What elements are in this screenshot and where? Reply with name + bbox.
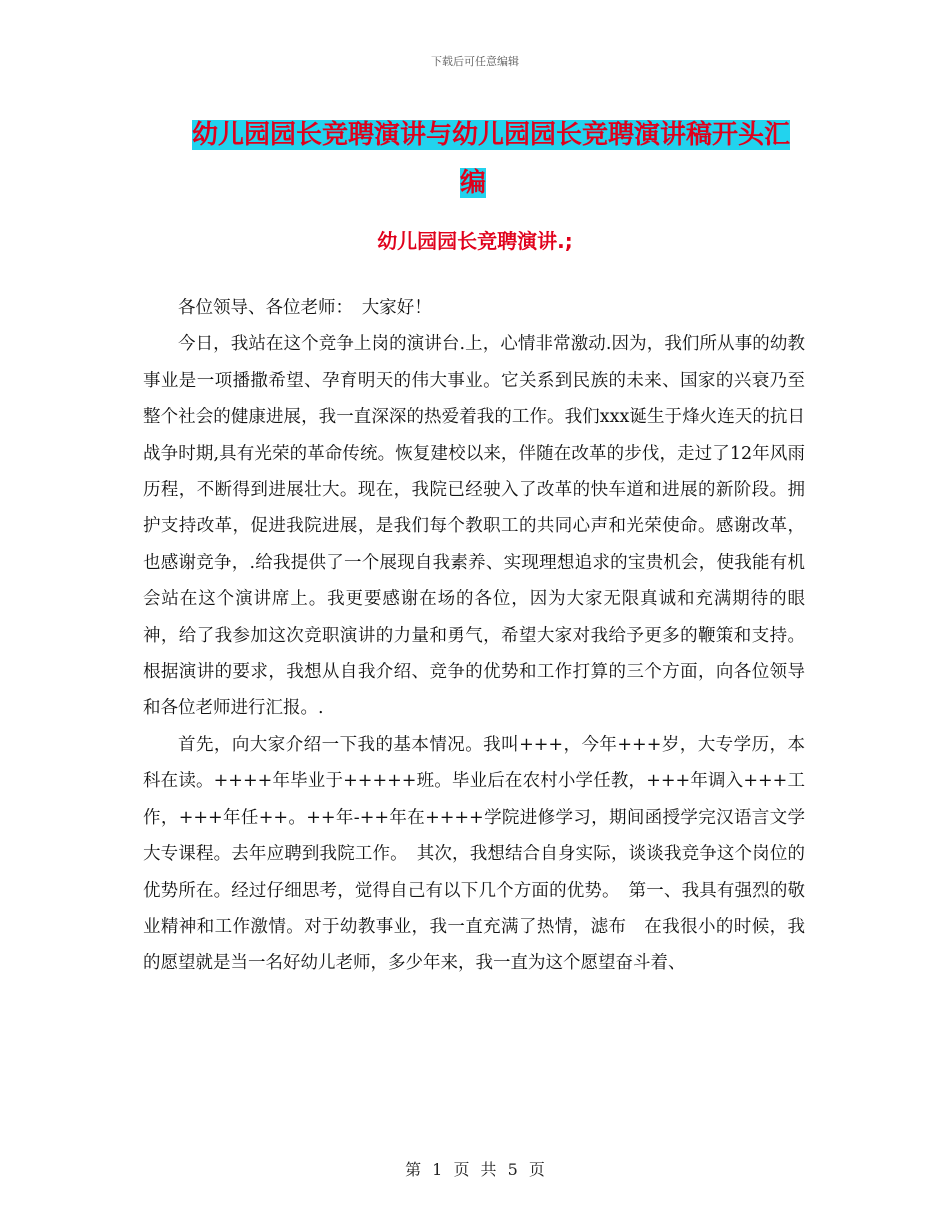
paragraph-self-introduction: 首先，向大家介绍一下我的基本情况。我叫+++，今年+++岁，大专学历，本科在读。++++年毕业于+++++班。毕业后在农村小学任教，+++年调入+++工作，+++年任++。++年-++年在++++学院进修学习，期间函授学完汉语言文学大专课程。去年应聘到我院工作。 其次，我想结合自身实际，谈谈我竞争这个岗位的优势所在。经过仔细思考，觉得自己有以下几个方面的优势。 第一、我具有强烈的敬业精神和工作激情。对于幼教事业，我一直充满了热情，滤布 在我很小的时候，我的愿望就是当一名好幼儿老师，多少年来，我一直为这个愿望奋斗着、 [143,734,805,974]
section-heading: 幼儿园园长竞聘演讲.; [377,229,573,253]
page-header-note: 下载后可任意编辑 [431,55,519,68]
title-line-1: 幼儿园园长竞聘演讲与幼儿园园长竞聘演讲稿开头汇 [192,120,791,150]
paragraph-intro: 今日，我站在这个竞争上岗的演讲台.上，心情非常激动.因为，我们所从事的幼教事业是一项播撒希望、孕育明天的伟大事业。它关系到民族的未来、国家的兴衰乃至整个社会的健康进展，我一直深深的热爱着我的工作。我们xxx诞生于烽火连天的抗日战争时期,具有光荣的革命传统。恢复建校以来，伴随在改革的步伐，走过了12年风雨历程，不断得到进展壮大。现在，我院已经驶入了改革的快车道和进展的新阶段。拥护支持改革，促进我院进展，是我们每个教职工的共同心声和光荣使命。感谢改革，也感谢竞争，.给我提供了一个展现自我素养、实现理想追求的宝贵机会，使我能有机会站在这个演讲席上。我更要感谢在场的各位，因为大家无限真诚和充满期待的眼神，给了我参加这次竞职演讲的力量和勇气，希望大家对我给予更多的鞭策和支持。根据演讲的要求，我想从自我介绍、竞争的优势和工作打算的三个方面，向各位领导和各位老师进行汇报。. [143,334,805,719]
page-footer: 第 1 页 共 5 页 [405,1160,545,1179]
document-body [143,290,805,982]
title-line-2: 编 [459,168,486,198]
document-title [192,111,812,207]
paragraph-greeting: 各位领导、各位老师： 大家好！ [178,298,432,318]
